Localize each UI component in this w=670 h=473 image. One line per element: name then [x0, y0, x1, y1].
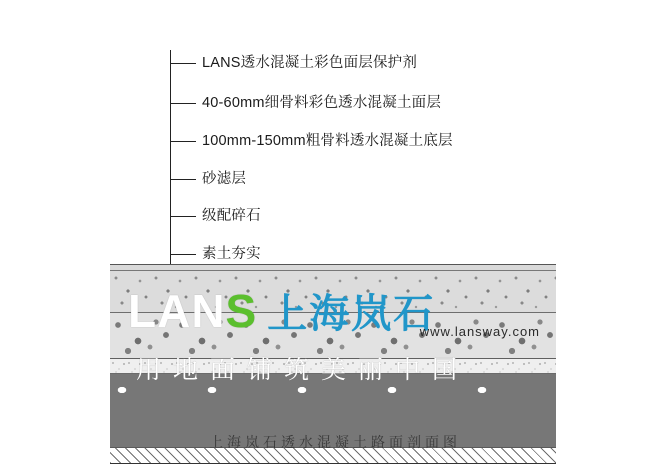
watermark-slogan: 用地面铺筑美丽中国 [136, 355, 470, 384]
watermark-brand-chinese: 上海岚石 [267, 291, 436, 337]
callout-label: 素土夯实 [202, 245, 261, 262]
layer-fine-aggregate-colored-pervious-concrete [110, 271, 556, 313]
callout-tick-icon [170, 216, 196, 217]
layer-sand-filter [110, 359, 556, 374]
callout-tick-icon [170, 103, 196, 104]
callout-label: 100mm-150mm粗骨料透水混凝土底层 [202, 132, 453, 149]
diagram-caption: 上海岚石透水混凝土路面剖面图 [209, 435, 461, 451]
callout-tick-icon [170, 141, 196, 142]
callout-tick-icon [170, 254, 196, 255]
layer-coarse-aggregate-pervious-concrete [110, 313, 556, 359]
callout-item [170, 130, 453, 152]
callout-label: 砂滤层 [202, 170, 247, 187]
watermark-url: www.lansway.com [419, 324, 540, 339]
callout-item [170, 92, 441, 114]
callout-item [170, 205, 261, 227]
callout-label: 40-60mm细骨料彩色透水混凝土面层 [202, 94, 442, 111]
watermark-brand-latin: LANS [128, 285, 258, 337]
callout-label: 级配碎石 [202, 207, 261, 224]
layer-protective-coat [110, 264, 556, 271]
callout-item [170, 52, 417, 74]
callout-tick-icon [170, 179, 196, 180]
callout-item [170, 243, 261, 265]
callout-label: LANS透水混凝土彩色面层保护剂 [202, 54, 418, 71]
callout-item [170, 168, 246, 190]
callout-tick-icon [170, 63, 196, 64]
